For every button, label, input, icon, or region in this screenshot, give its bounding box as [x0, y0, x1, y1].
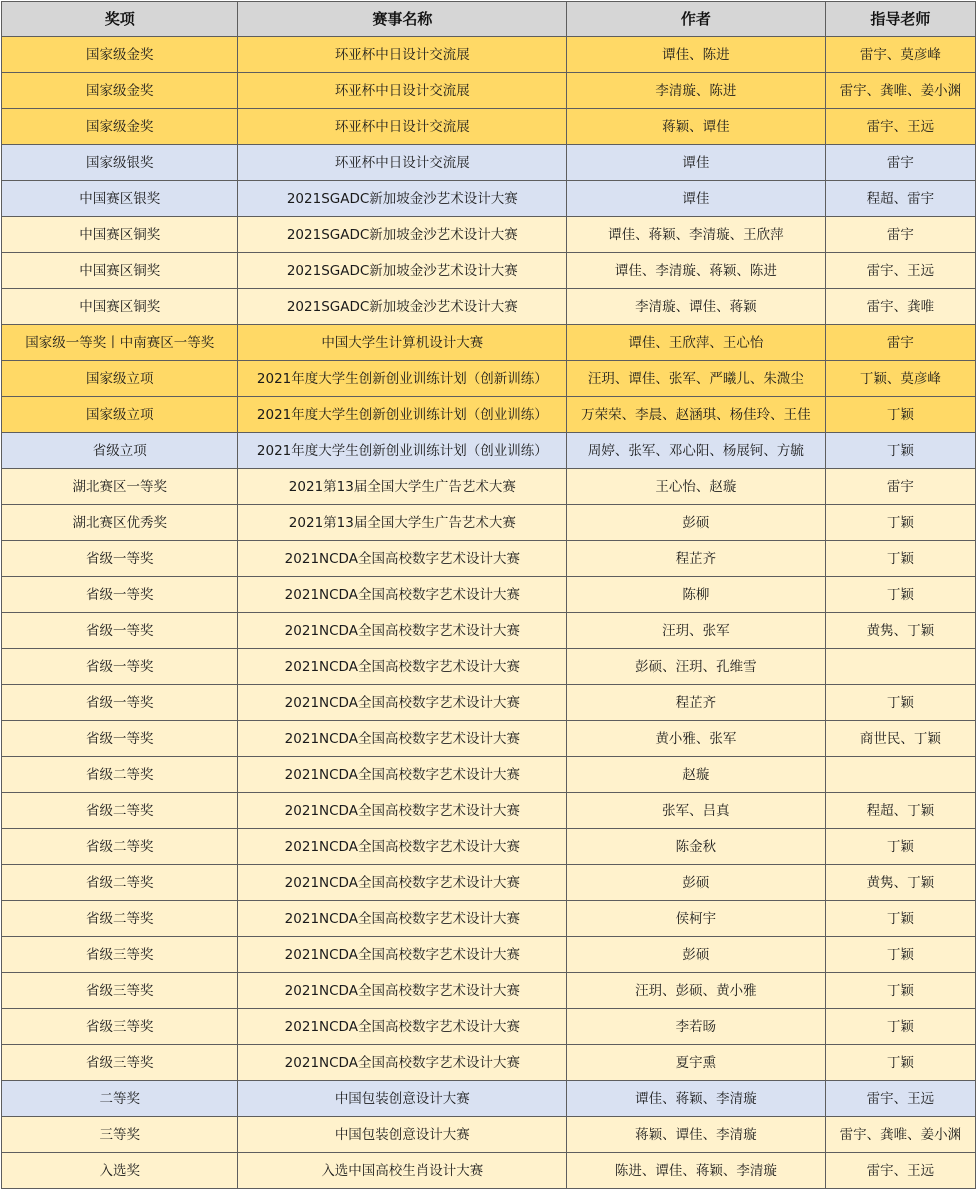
award-cell: 省级三等奖 — [2, 973, 238, 1009]
authors-cell: 汪玥、张军 — [567, 613, 826, 649]
award-cell: 国家级一等奖丨中南赛区一等奖 — [2, 325, 238, 361]
authors-cell: 程芷齐 — [567, 541, 826, 577]
awards-table — [1, 1, 976, 1189]
award-cell: 省级二等奖 — [2, 865, 238, 901]
award-cell: 省级三等奖 — [2, 1009, 238, 1045]
award-cell: 湖北赛区优秀奖 — [2, 505, 238, 541]
advisor-cell: 雷宇 — [825, 469, 975, 505]
advisor-cell: 丁颖 — [825, 685, 975, 721]
event-cell: 2021NCDA全国高校数字艺术设计大赛 — [238, 937, 567, 973]
advisor-cell: 雷宇、莫彦峰 — [825, 37, 975, 73]
authors-cell: 侯柯宇 — [567, 901, 826, 937]
award-cell: 二等奖 — [2, 1081, 238, 1117]
table-row — [2, 793, 976, 829]
table-row — [2, 901, 976, 937]
header-authors: 作者 — [567, 2, 826, 37]
event-cell: 2021NCDA全国高校数字艺术设计大赛 — [238, 757, 567, 793]
award-cell: 国家级立项 — [2, 397, 238, 433]
award-cell: 中国赛区银奖 — [2, 181, 238, 217]
advisor-cell — [825, 649, 975, 685]
event-cell: 2021年度大学生创新创业训练计划（创业训练） — [238, 397, 567, 433]
authors-cell: 蒋颖、谭佳、李清璇 — [567, 1117, 826, 1153]
authors-cell: 周婷、张军、邓心阳、杨展钶、方毓 — [567, 433, 826, 469]
award-cell: 国家级银奖 — [2, 145, 238, 181]
event-cell: 2021年度大学生创新创业训练计划（创新训练） — [238, 361, 567, 397]
table-row — [2, 361, 976, 397]
advisor-cell: 丁颖、莫彦峰 — [825, 361, 975, 397]
authors-cell: 黄小雅、张军 — [567, 721, 826, 757]
award-cell: 国家级立项 — [2, 361, 238, 397]
table-row — [2, 1009, 976, 1045]
advisor-cell — [825, 757, 975, 793]
event-cell: 2021第13届全国大学生广告艺术大赛 — [238, 505, 567, 541]
advisor-cell: 雷宇、龚唯、姜小渊 — [825, 73, 975, 109]
award-cell: 省级三等奖 — [2, 937, 238, 973]
authors-cell: 万荣荣、李晨、赵涵琪、杨佳玲、王佳 — [567, 397, 826, 433]
advisor-cell: 雷宇、王远 — [825, 253, 975, 289]
header-event: 赛事名称 — [238, 2, 567, 37]
award-cell: 省级三等奖 — [2, 1045, 238, 1081]
award-cell: 省级二等奖 — [2, 901, 238, 937]
table-row — [2, 433, 976, 469]
table-row — [2, 649, 976, 685]
event-cell: 中国包装创意设计大赛 — [238, 1081, 567, 1117]
header-advisor: 指导老师 — [825, 2, 975, 37]
advisor-cell: 丁颖 — [825, 433, 975, 469]
table-row — [2, 757, 976, 793]
table-row — [2, 685, 976, 721]
advisor-cell: 丁颖 — [825, 397, 975, 433]
event-cell: 2021NCDA全国高校数字艺术设计大赛 — [238, 649, 567, 685]
authors-cell: 谭佳、王欣萍、王心怡 — [567, 325, 826, 361]
table-row — [2, 1153, 976, 1189]
advisor-cell: 黄隽、丁颖 — [825, 613, 975, 649]
award-cell: 省级二等奖 — [2, 829, 238, 865]
event-cell: 中国大学生计算机设计大赛 — [238, 325, 567, 361]
table-row — [2, 145, 976, 181]
event-cell: 2021NCDA全国高校数字艺术设计大赛 — [238, 541, 567, 577]
event-cell: 2021NCDA全国高校数字艺术设计大赛 — [238, 793, 567, 829]
authors-cell: 李若旸 — [567, 1009, 826, 1045]
authors-cell: 张军、吕真 — [567, 793, 826, 829]
authors-cell: 程芷齐 — [567, 685, 826, 721]
advisor-cell: 丁颖 — [825, 541, 975, 577]
event-cell: 2021SGADC新加坡金沙艺术设计大赛 — [238, 181, 567, 217]
advisor-cell: 丁颖 — [825, 973, 975, 1009]
advisor-cell: 雷宇、龚唯 — [825, 289, 975, 325]
table-row — [2, 937, 976, 973]
award-cell: 省级立项 — [2, 433, 238, 469]
advisor-cell: 丁颖 — [825, 577, 975, 613]
award-cell: 入选奖 — [2, 1153, 238, 1189]
authors-cell: 蒋颖、谭佳 — [567, 109, 826, 145]
event-cell: 入选中国高校生肖设计大赛 — [238, 1153, 567, 1189]
award-cell: 国家级金奖 — [2, 37, 238, 73]
award-cell: 三等奖 — [2, 1117, 238, 1153]
advisor-cell: 丁颖 — [825, 829, 975, 865]
award-cell: 省级一等奖 — [2, 613, 238, 649]
authors-cell: 夏宇熏 — [567, 1045, 826, 1081]
table-row — [2, 253, 976, 289]
event-cell: 2021NCDA全国高校数字艺术设计大赛 — [238, 613, 567, 649]
event-cell: 环亚杯中日设计交流展 — [238, 37, 567, 73]
authors-cell: 汪玥、彭硕、黄小雅 — [567, 973, 826, 1009]
award-cell: 国家级金奖 — [2, 109, 238, 145]
advisor-cell: 商世民、丁颖 — [825, 721, 975, 757]
table-row — [2, 37, 976, 73]
authors-cell: 李清璇、陈进 — [567, 73, 826, 109]
header-award: 奖项 — [2, 2, 238, 37]
authors-cell: 陈进、谭佳、蒋颖、李清璇 — [567, 1153, 826, 1189]
event-cell: 2021SGADC新加坡金沙艺术设计大赛 — [238, 289, 567, 325]
advisor-cell: 雷宇、王远 — [825, 1153, 975, 1189]
authors-cell: 谭佳、李清璇、蒋颖、陈进 — [567, 253, 826, 289]
table-row — [2, 577, 976, 613]
authors-cell: 彭硕 — [567, 505, 826, 541]
table-row — [2, 325, 976, 361]
award-cell: 国家级金奖 — [2, 73, 238, 109]
table-row — [2, 397, 976, 433]
table-row — [2, 505, 976, 541]
authors-cell: 谭佳 — [567, 145, 826, 181]
authors-cell: 汪玥、谭佳、张军、严曦儿、朱溦尘 — [567, 361, 826, 397]
authors-cell: 李清璇、谭佳、蒋颖 — [567, 289, 826, 325]
advisor-cell: 程超、雷宇 — [825, 181, 975, 217]
award-cell: 中国赛区铜奖 — [2, 253, 238, 289]
event-cell: 2021SGADC新加坡金沙艺术设计大赛 — [238, 253, 567, 289]
header-row — [2, 2, 976, 37]
award-cell: 省级一等奖 — [2, 577, 238, 613]
authors-cell: 王心怡、赵璇 — [567, 469, 826, 505]
advisor-cell: 黄隽、丁颖 — [825, 865, 975, 901]
table-row — [2, 109, 976, 145]
advisor-cell: 雷宇、龚唯、姜小渊 — [825, 1117, 975, 1153]
table-row — [2, 865, 976, 901]
table-row — [2, 73, 976, 109]
table-row — [2, 181, 976, 217]
authors-cell: 谭佳、蒋颖、李清璇 — [567, 1081, 826, 1117]
authors-cell: 陈金秋 — [567, 829, 826, 865]
event-cell: 中国包装创意设计大赛 — [238, 1117, 567, 1153]
event-cell: 环亚杯中日设计交流展 — [238, 109, 567, 145]
event-cell: 2021NCDA全国高校数字艺术设计大赛 — [238, 1045, 567, 1081]
award-cell: 省级一等奖 — [2, 541, 238, 577]
table-row — [2, 217, 976, 253]
award-cell: 省级一等奖 — [2, 721, 238, 757]
authors-cell: 谭佳、陈进 — [567, 37, 826, 73]
table-row — [2, 613, 976, 649]
authors-cell: 彭硕 — [567, 865, 826, 901]
advisor-cell: 雷宇 — [825, 217, 975, 253]
advisor-cell: 雷宇 — [825, 145, 975, 181]
advisor-cell: 丁颖 — [825, 505, 975, 541]
table-body — [2, 37, 976, 1189]
event-cell: 2021NCDA全国高校数字艺术设计大赛 — [238, 865, 567, 901]
event-cell: 环亚杯中日设计交流展 — [238, 73, 567, 109]
award-cell: 中国赛区铜奖 — [2, 217, 238, 253]
table-row — [2, 1081, 976, 1117]
authors-cell: 赵璇 — [567, 757, 826, 793]
table-row — [2, 541, 976, 577]
table-row — [2, 1045, 976, 1081]
advisor-cell: 丁颖 — [825, 901, 975, 937]
table-row — [2, 1117, 976, 1153]
award-cell: 中国赛区铜奖 — [2, 289, 238, 325]
advisor-cell: 程超、丁颖 — [825, 793, 975, 829]
table-row — [2, 289, 976, 325]
table-row — [2, 469, 976, 505]
table-row — [2, 829, 976, 865]
advisor-cell: 丁颖 — [825, 1009, 975, 1045]
event-cell: 2021NCDA全国高校数字艺术设计大赛 — [238, 685, 567, 721]
advisor-cell: 雷宇、王远 — [825, 109, 975, 145]
advisor-cell: 雷宇、王远 — [825, 1081, 975, 1117]
award-cell: 省级二等奖 — [2, 793, 238, 829]
authors-cell: 彭硕 — [567, 937, 826, 973]
event-cell: 2021NCDA全国高校数字艺术设计大赛 — [238, 721, 567, 757]
award-cell: 湖北赛区一等奖 — [2, 469, 238, 505]
advisor-cell: 丁颖 — [825, 1045, 975, 1081]
event-cell: 2021NCDA全国高校数字艺术设计大赛 — [238, 973, 567, 1009]
authors-cell: 彭硕、汪玥、孔维雪 — [567, 649, 826, 685]
event-cell: 2021NCDA全国高校数字艺术设计大赛 — [238, 1009, 567, 1045]
authors-cell: 陈柳 — [567, 577, 826, 613]
advisor-cell: 丁颖 — [825, 937, 975, 973]
event-cell: 环亚杯中日设计交流展 — [238, 145, 567, 181]
advisor-cell: 雷宇 — [825, 325, 975, 361]
table-row — [2, 973, 976, 1009]
award-cell: 省级二等奖 — [2, 757, 238, 793]
award-cell: 省级一等奖 — [2, 649, 238, 685]
event-cell: 2021第13届全国大学生广告艺术大赛 — [238, 469, 567, 505]
event-cell: 2021NCDA全国高校数字艺术设计大赛 — [238, 829, 567, 865]
event-cell: 2021NCDA全国高校数字艺术设计大赛 — [238, 577, 567, 613]
authors-cell: 谭佳、蒋颖、李清璇、王欣萍 — [567, 217, 826, 253]
event-cell: 2021NCDA全国高校数字艺术设计大赛 — [238, 901, 567, 937]
authors-cell: 谭佳 — [567, 181, 826, 217]
event-cell: 2021SGADC新加坡金沙艺术设计大赛 — [238, 217, 567, 253]
table-row — [2, 721, 976, 757]
award-cell: 省级一等奖 — [2, 685, 238, 721]
event-cell: 2021年度大学生创新创业训练计划（创业训练） — [238, 433, 567, 469]
